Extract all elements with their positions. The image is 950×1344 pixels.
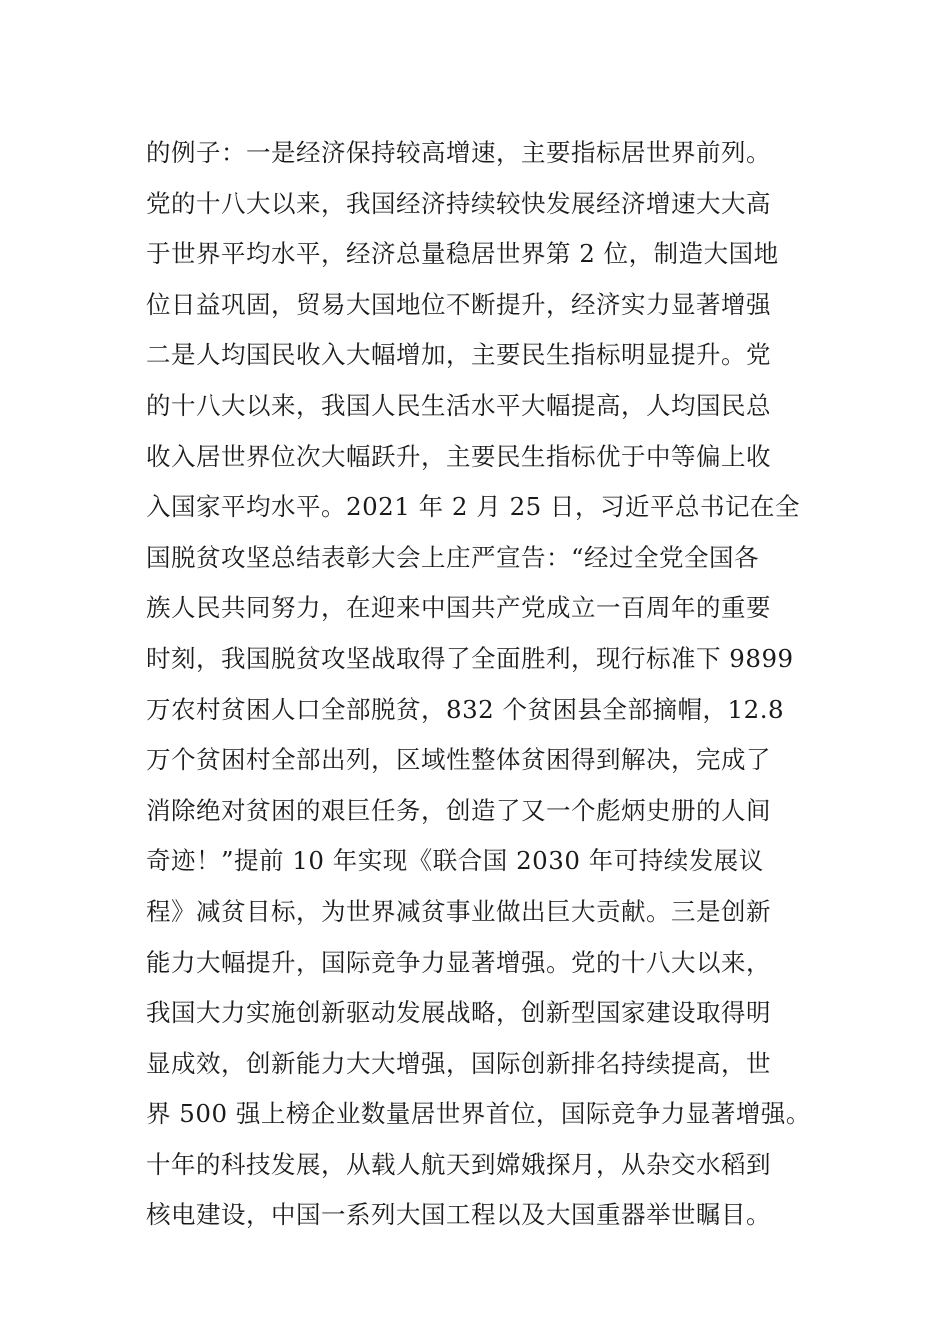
text-line-15: 奇迹！”提前 10 年实现《联合国 2030 年可持续发展议: [146, 846, 764, 876]
text-line-11: 时刻，我国脱贫攻坚战取得了全面胜利，现行标准下 9899: [146, 643, 794, 673]
text-line-16: 程》减贫目标，为世界减贫事业做出巨大贡献。三是创新: [146, 896, 771, 926]
text-line-5: 二是人均国民收入大幅增加，主要民生指标明显提升。党: [146, 340, 771, 370]
text-line-19: 显成效，创新能力大大增强，国际创新排名持续提高，世: [146, 1048, 771, 1078]
text-line-22: 核电建设，中国一系列大国工程以及大国重器举世瞩目。: [146, 1200, 771, 1230]
text-line-1: 的例子：一是经济保持较高增速，主要指标居世界前列。: [146, 138, 771, 167]
text-line-20: 界 500 强上榜企业数量居世界首位，国际竞争力显著增强。: [146, 1099, 811, 1129]
text-line-18: 我国大力实施创新驱动发展战略，创新型国家建设取得明: [146, 998, 771, 1028]
text-line-3: 于世界平均水平，经济总量稳居世界第 2 位，制造大国地: [146, 239, 779, 269]
text-line-13: 万个贫困村全部出列，区域性整体贫困得到解决，完成了: [146, 745, 771, 775]
text-line-8: 入国家平均水平。2021 年 2 月 25 日，习近平总书记在全: [146, 492, 801, 522]
text-line-2: 党的十八大以来，我国经济持续较快发展经济增速大大高: [146, 188, 771, 218]
text-line-9: 国脱贫攻坚总结表彰大会上庄严宣告：“经过全党全国各: [146, 542, 760, 572]
text-line-6: 的十八大以来，我国人民生活水平大幅提高，人均国民总: [146, 390, 771, 420]
text-line-4: 位日益巩固，贸易大国地位不断提升，经济实力显著增强: [146, 289, 771, 319]
text-line-17: 能力大幅提升，国际竞争力显著增强。党的十八大以来，: [146, 947, 771, 977]
text-line-10: 族人民共同努力，在迎来中国共产党成立一百周年的重要: [146, 593, 771, 623]
body-paragraph: [146, 128, 826, 1241]
text-line-12: 万农村贫困人口全部脱贫，832 个贫困县全部摘帽，12.8: [146, 694, 785, 724]
text-line-21: 十年的科技发展，从载人航天到嫦娥探月，从杂交水稻到: [146, 1149, 771, 1179]
text-line-14: 消除绝对贫困的艰巨任务，创造了又一个彪炳史册的人间: [146, 795, 771, 825]
text-line-7: 收入居世界位次大幅跃升，主要民生指标优于中等偏上收: [146, 441, 771, 471]
